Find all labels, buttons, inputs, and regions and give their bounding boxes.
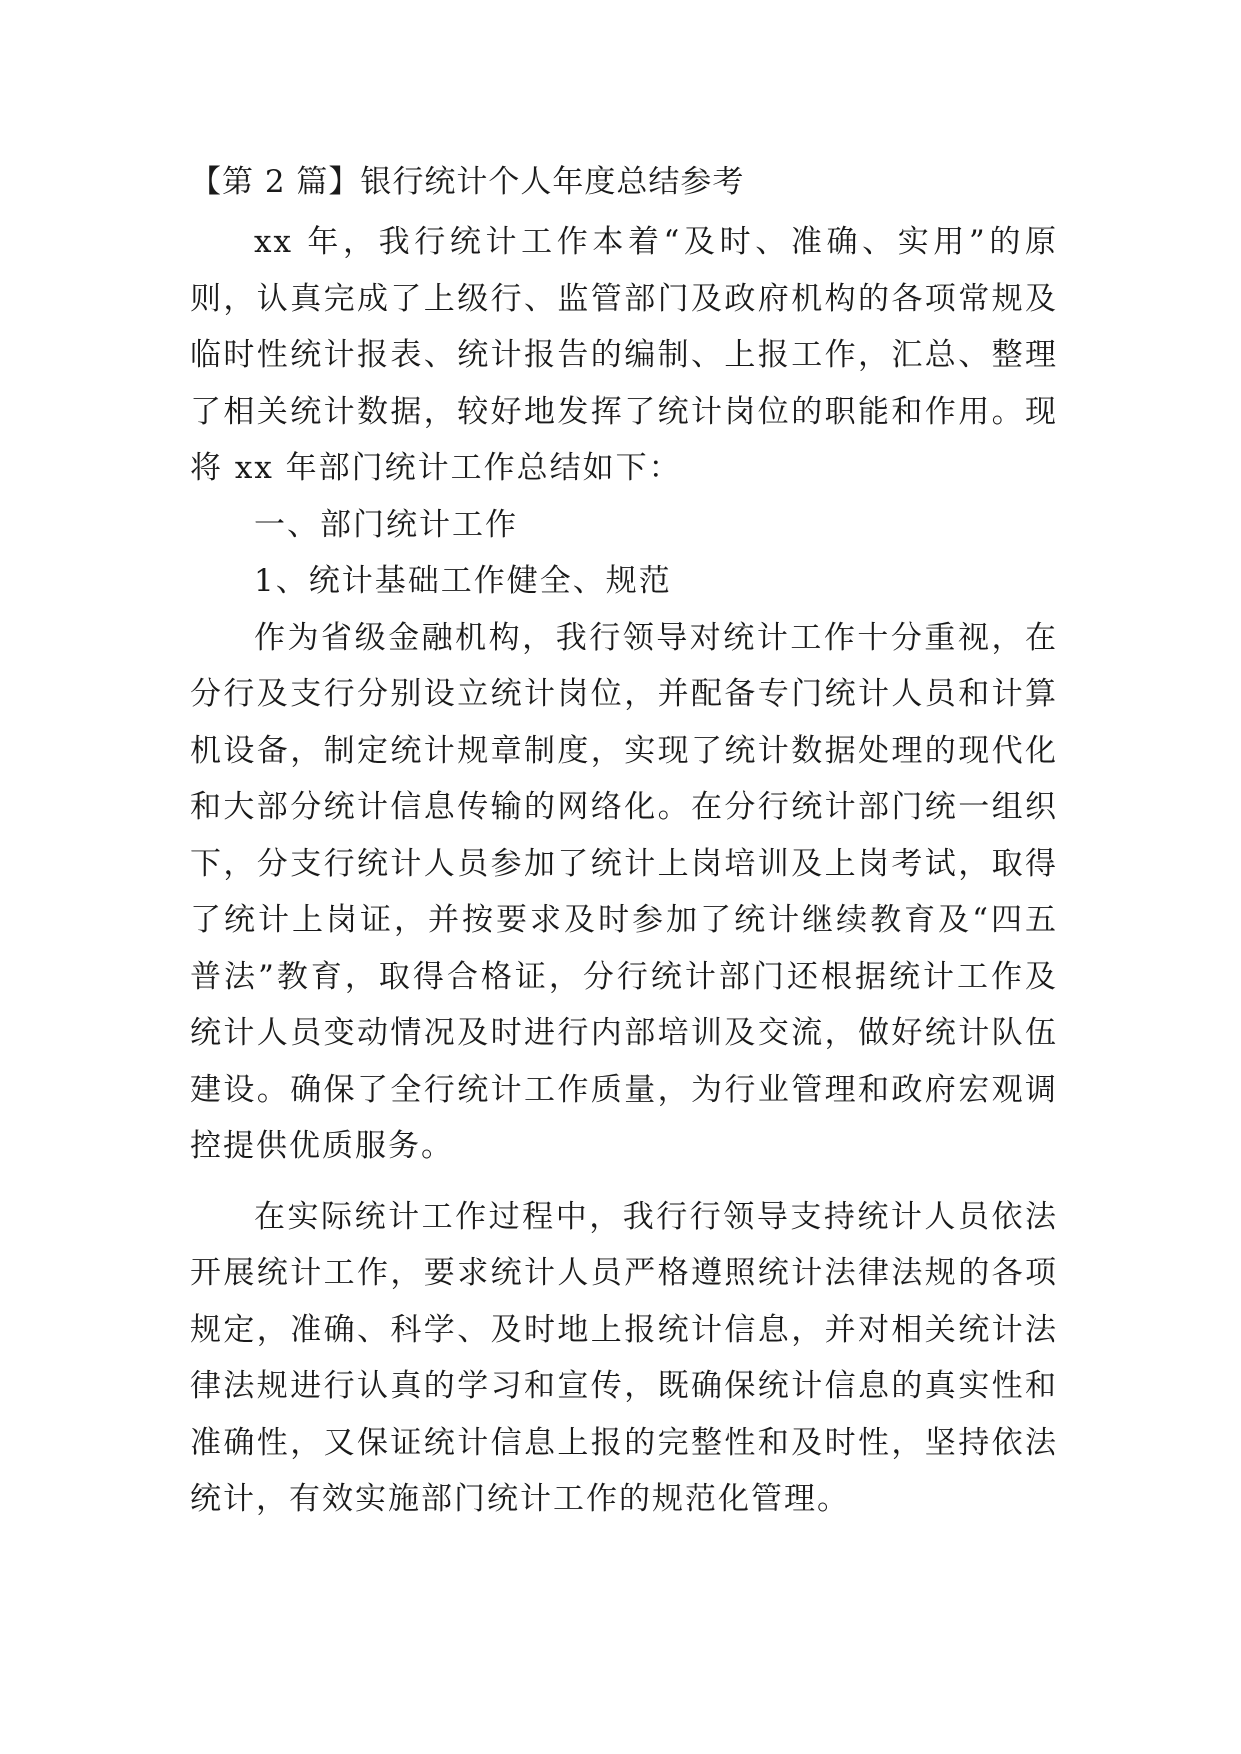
paragraph-body-1: 作为省级金融机构，我行领导对统计工作十分重视，在分行及支行分别设立统计岗位，并配备专门统计人员和计算机设备，制定统计规章制度，实现了统计数据处理的现代化和大部分统计信息传输的网络化。在分行统计部门统一组织下，分支行统计人员参加了统计上岗培训及上岗考试，取得了统计上岗证，并按要求及时参加了统计继续教育及“四五普法”教育，取得合格证，分行统计部门还根据统计工作及统计人员变动情况及时进行内部培训及交流，做好统计队伍建设。确保了全行统计工作质量，为行业管理和政府宏观调控提供优质服务。 (190, 619, 1058, 1164)
paragraph-intro: xx 年，我行统计工作本着“及时、准确、实用”的原则，认真完成了上级行、监管部门及政府机构的各项常规及临时性统计报表、统计报告的编制、上报工作，汇总、整理了相关统计数据，较好地发挥了统计岗位的职能和作用。现将 xx 年部门统计工作总结如下： (190, 224, 1058, 486)
subsection-heading: 1、统计基础工作健全、规范 (254, 563, 672, 599)
paragraph-body-2: 在实际统计工作过程中，我行行领导支持统计人员依法开展统计工作，要求统计人员严格遵照统计法律法规的各项规定，准确、科学、及时地上报统计信息，并对相关统计法律法规进行认真的学习和宣传，既确保统计信息的真实性和准确性，又保证统计信息上报的完整性和及时性，坚持依法统计，有效实施部门统计工作的规范化管理。 (190, 1198, 1058, 1517)
document-page (190, 150, 1058, 1528)
section-heading: 一、部门统计工作 (254, 506, 518, 543)
document-title: 【第 2 篇】银行统计个人年度总结参考 (190, 164, 745, 200)
